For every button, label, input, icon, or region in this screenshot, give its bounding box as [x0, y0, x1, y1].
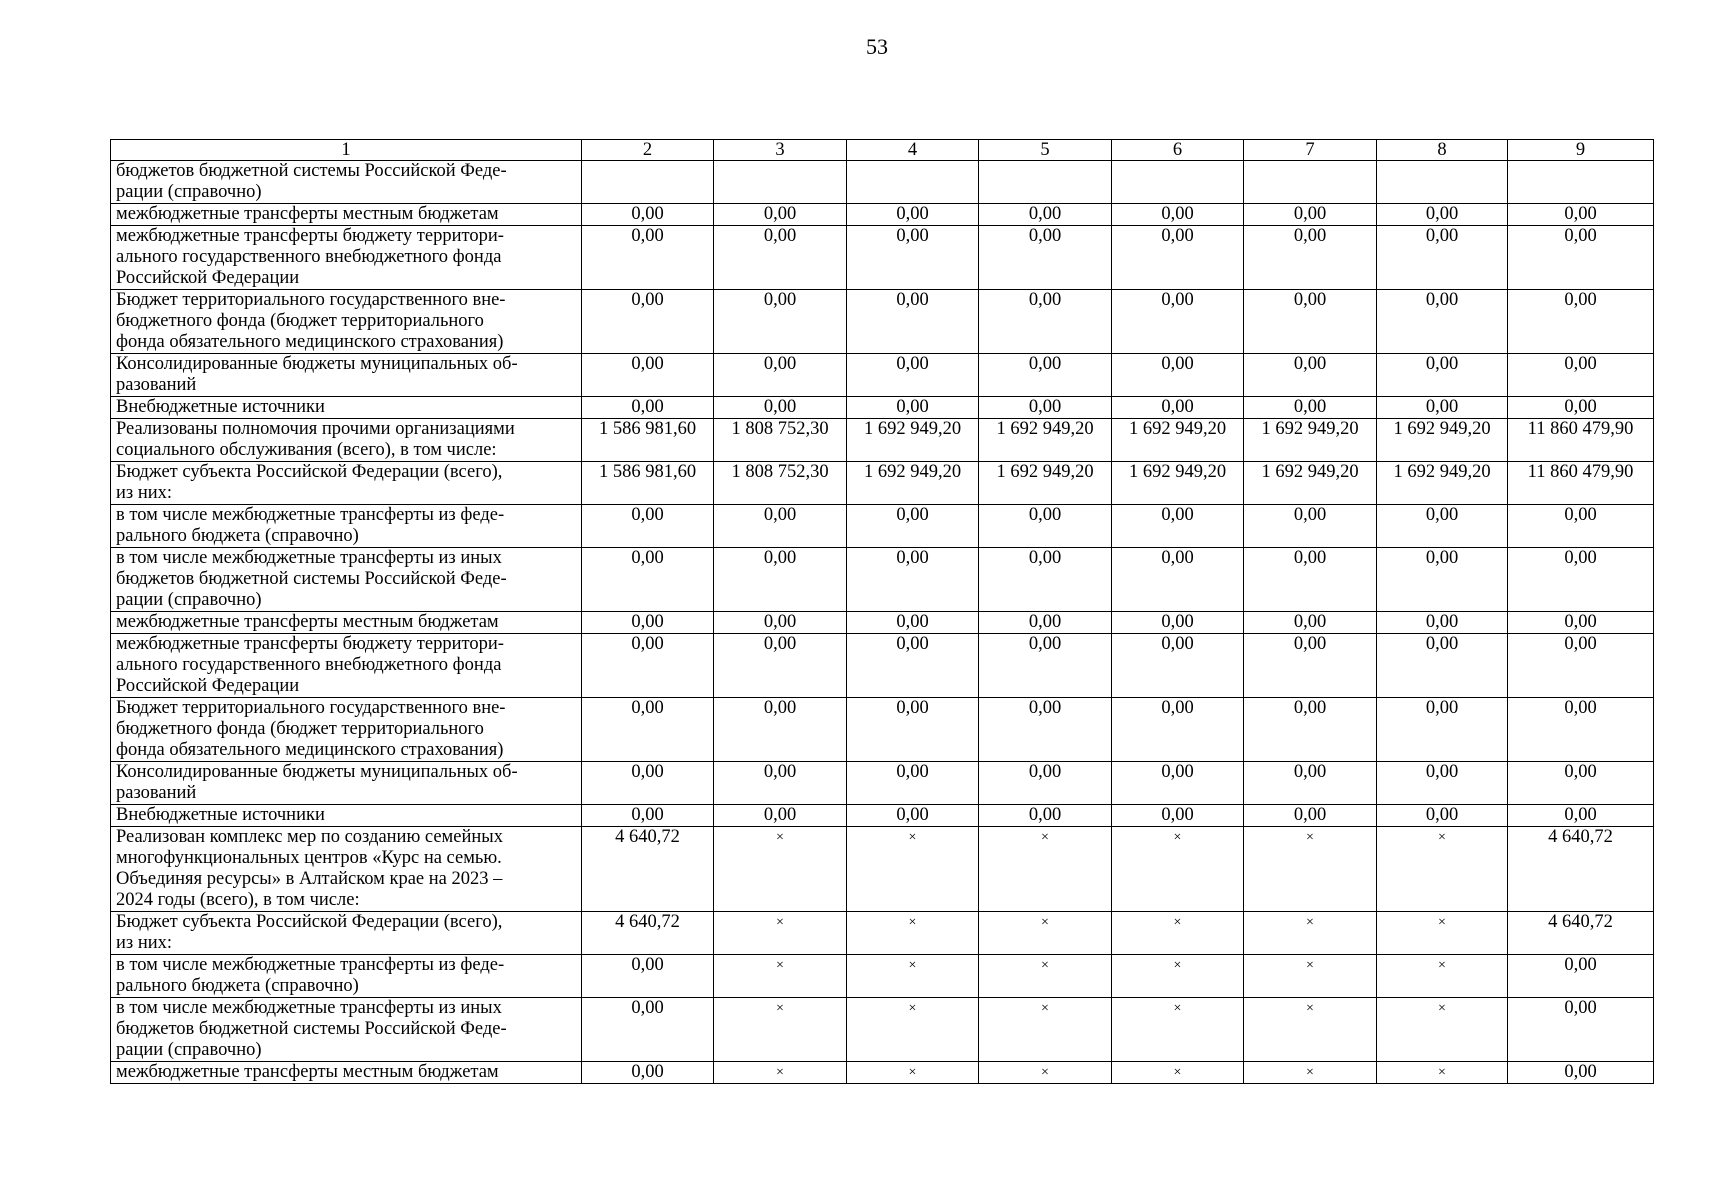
value-cell: ×: [1244, 827, 1377, 912]
value-cell: ×: [979, 1062, 1112, 1084]
row-label: Бюджет территориального государственного вне- бюджетного фонда (бюджет территориального фонда обязательного медицинского страхования): [111, 290, 582, 354]
value-cell: 0,00: [714, 354, 847, 397]
value-cell: 0,00: [1508, 805, 1654, 827]
value-cell: 0,00: [1112, 226, 1244, 290]
value-cell: 4 640,72: [1508, 912, 1654, 955]
row-label: Внебюджетные источники: [111, 805, 582, 827]
table-row: [111, 548, 1654, 612]
value-cell: 0,00: [979, 354, 1112, 397]
value-cell: ×: [1244, 1062, 1377, 1084]
value-cell: ×: [1377, 998, 1508, 1062]
row-label: межбюджетные трансферты бюджету территори- ального государственного внебюджетного фонда Российской Федерации: [111, 634, 582, 698]
row-label: Бюджет субъекта Российской Федерации (всего), из них:: [111, 462, 582, 505]
value-cell: 0,00: [1508, 290, 1654, 354]
value-cell: 0,00: [1508, 1062, 1654, 1084]
value-cell: 0,00: [714, 226, 847, 290]
value-cell: 0,00: [1112, 354, 1244, 397]
value-cell: 1 692 949,20: [1377, 462, 1508, 505]
value-cell: 0,00: [582, 505, 714, 548]
value-cell: 0,00: [582, 1062, 714, 1084]
value-cell: 0,00: [582, 805, 714, 827]
value-cell: 0,00: [1377, 354, 1508, 397]
value-cell: 11 860 479,90: [1508, 419, 1654, 462]
value-cell: 0,00: [979, 634, 1112, 698]
value-cell: 0,00: [1508, 612, 1654, 634]
row-label: Реализован комплекс мер по созданию семейных многофункциональных центров «Курс на семью. Объединяя ресурсы» в Алтайском крае на 2023 – 2024 годы (всего), в том числе:: [111, 827, 582, 912]
value-cell: ×: [714, 912, 847, 955]
value-cell: 1 692 949,20: [1112, 462, 1244, 505]
value-cell: 0,00: [847, 397, 979, 419]
value-cell: 0,00: [1377, 397, 1508, 419]
value-cell: 0,00: [979, 805, 1112, 827]
row-label: межбюджетные трансферты местным бюджетам: [111, 612, 582, 634]
row-label: в том числе межбюджетные трансферты из иных бюджетов бюджетной системы Российской Феде- рации (справочно): [111, 998, 582, 1062]
value-cell: ×: [1112, 827, 1244, 912]
value-cell: 4 640,72: [1508, 827, 1654, 912]
value-cell: 0,00: [847, 548, 979, 612]
value-cell: 0,00: [979, 762, 1112, 805]
value-cell: 0,00: [1508, 397, 1654, 419]
column-header-8: 8: [1377, 140, 1508, 161]
value-cell: [1112, 161, 1244, 204]
table-header: [111, 140, 1654, 161]
value-cell: 0,00: [1508, 354, 1654, 397]
value-cell: 11 860 479,90: [1508, 462, 1654, 505]
value-cell: ×: [714, 827, 847, 912]
value-cell: ×: [1112, 1062, 1244, 1084]
table-row: [111, 912, 1654, 955]
value-cell: 0,00: [1377, 505, 1508, 548]
value-cell: 0,00: [979, 548, 1112, 612]
value-cell: 0,00: [1244, 805, 1377, 827]
value-cell: 0,00: [1508, 762, 1654, 805]
value-cell: 0,00: [582, 698, 714, 762]
table-row: [111, 505, 1654, 548]
value-cell: 0,00: [1112, 698, 1244, 762]
value-cell: 0,00: [847, 805, 979, 827]
table-row: [111, 419, 1654, 462]
value-cell: 0,00: [847, 226, 979, 290]
table-row: [111, 612, 1654, 634]
value-cell: 0,00: [1377, 290, 1508, 354]
value-cell: 0,00: [847, 505, 979, 548]
value-cell: ×: [847, 955, 979, 998]
table-body: [111, 161, 1654, 1084]
value-cell: 0,00: [1112, 204, 1244, 226]
value-cell: [979, 161, 1112, 204]
value-cell: 0,00: [1508, 505, 1654, 548]
value-cell: 0,00: [582, 634, 714, 698]
value-cell: 0,00: [1508, 998, 1654, 1062]
value-cell: 0,00: [979, 226, 1112, 290]
value-cell: ×: [847, 912, 979, 955]
value-cell: [1244, 161, 1377, 204]
value-cell: 0,00: [1112, 290, 1244, 354]
row-label: межбюджетные трансферты местным бюджетам: [111, 204, 582, 226]
value-cell: ×: [979, 998, 1112, 1062]
value-cell: 0,00: [1508, 548, 1654, 612]
value-cell: 0,00: [714, 290, 847, 354]
value-cell: ×: [714, 1062, 847, 1084]
value-cell: 0,00: [847, 634, 979, 698]
table-row: [111, 805, 1654, 827]
value-cell: 1 692 949,20: [1377, 419, 1508, 462]
value-cell: 0,00: [1508, 226, 1654, 290]
table-row: [111, 827, 1654, 912]
header-row: [111, 140, 1654, 161]
value-cell: 0,00: [1508, 634, 1654, 698]
value-cell: 1 586 981,60: [582, 419, 714, 462]
value-cell: 0,00: [582, 290, 714, 354]
value-cell: 0,00: [1377, 612, 1508, 634]
value-cell: 1 692 949,20: [979, 419, 1112, 462]
table-row: [111, 397, 1654, 419]
value-cell: 4 640,72: [582, 827, 714, 912]
table-row: [111, 290, 1654, 354]
table-row: [111, 762, 1654, 805]
column-header-5: 5: [979, 140, 1112, 161]
value-cell: ×: [979, 827, 1112, 912]
value-cell: 0,00: [1244, 290, 1377, 354]
row-label: Консолидированные бюджеты муниципальных об- разований: [111, 354, 582, 397]
value-cell: 0,00: [1508, 955, 1654, 998]
value-cell: 0,00: [1244, 226, 1377, 290]
value-cell: 0,00: [1112, 612, 1244, 634]
row-label: бюджетов бюджетной системы Российской Феде- рации (справочно): [111, 161, 582, 204]
value-cell: ×: [1244, 998, 1377, 1062]
value-cell: 0,00: [1112, 805, 1244, 827]
value-cell: 0,00: [1244, 612, 1377, 634]
table-row: [111, 1062, 1654, 1084]
value-cell: 0,00: [582, 998, 714, 1062]
value-cell: 1 808 752,30: [714, 419, 847, 462]
column-header-9: 9: [1508, 140, 1654, 161]
column-header-1: 1: [111, 140, 582, 161]
value-cell: 0,00: [979, 204, 1112, 226]
value-cell: 0,00: [582, 955, 714, 998]
row-label: Внебюджетные источники: [111, 397, 582, 419]
value-cell: 0,00: [847, 762, 979, 805]
value-cell: 1 692 949,20: [847, 462, 979, 505]
column-header-2: 2: [582, 140, 714, 161]
table-row: [111, 226, 1654, 290]
table-row: [111, 698, 1654, 762]
value-cell: ×: [1244, 912, 1377, 955]
row-label: Бюджет территориального государственного вне- бюджетного фонда (бюджет территориального фонда обязательного медицинского страхования): [111, 698, 582, 762]
value-cell: [714, 161, 847, 204]
value-cell: 0,00: [979, 612, 1112, 634]
value-cell: ×: [714, 955, 847, 998]
table-row: [111, 462, 1654, 505]
column-header-4: 4: [847, 140, 979, 161]
value-cell: ×: [1112, 955, 1244, 998]
value-cell: ×: [1377, 827, 1508, 912]
value-cell: ×: [979, 912, 1112, 955]
value-cell: 0,00: [1244, 634, 1377, 698]
value-cell: 1 808 752,30: [714, 462, 847, 505]
value-cell: 0,00: [582, 226, 714, 290]
value-cell: 0,00: [714, 397, 847, 419]
value-cell: [847, 161, 979, 204]
budget-table: [110, 139, 1654, 1084]
value-cell: ×: [1377, 1062, 1508, 1084]
value-cell: ×: [847, 827, 979, 912]
table-row: [111, 634, 1654, 698]
value-cell: ×: [979, 955, 1112, 998]
value-cell: 1 692 949,20: [979, 462, 1112, 505]
row-label: Реализованы полномочия прочими организациями социального обслуживания (всего), в том числе:: [111, 419, 582, 462]
table-row: [111, 204, 1654, 226]
value-cell: 0,00: [1244, 397, 1377, 419]
value-cell: 0,00: [1244, 204, 1377, 226]
value-cell: 0,00: [714, 762, 847, 805]
row-label: Бюджет субъекта Российской Федерации (всего), из них:: [111, 912, 582, 955]
value-cell: ×: [847, 1062, 979, 1084]
value-cell: ×: [1244, 955, 1377, 998]
value-cell: 0,00: [714, 548, 847, 612]
value-cell: 0,00: [714, 204, 847, 226]
value-cell: 0,00: [979, 397, 1112, 419]
value-cell: ×: [1112, 912, 1244, 955]
value-cell: 1 692 949,20: [1244, 419, 1377, 462]
value-cell: 0,00: [1244, 548, 1377, 612]
value-cell: ×: [714, 998, 847, 1062]
row-label: в том числе межбюджетные трансферты из иных бюджетов бюджетной системы Российской Феде- рации (справочно): [111, 548, 582, 612]
value-cell: 0,00: [1377, 805, 1508, 827]
value-cell: 0,00: [1112, 762, 1244, 805]
value-cell: ×: [1112, 998, 1244, 1062]
table-row: [111, 955, 1654, 998]
value-cell: 0,00: [979, 698, 1112, 762]
value-cell: 0,00: [714, 612, 847, 634]
value-cell: 0,00: [582, 548, 714, 612]
column-header-6: 6: [1112, 140, 1244, 161]
value-cell: 0,00: [1244, 698, 1377, 762]
value-cell: 0,00: [1508, 698, 1654, 762]
value-cell: 0,00: [1377, 634, 1508, 698]
value-cell: 0,00: [1244, 762, 1377, 805]
value-cell: 0,00: [1112, 634, 1244, 698]
row-label: Консолидированные бюджеты муниципальных об- разований: [111, 762, 582, 805]
value-cell: 0,00: [582, 397, 714, 419]
row-label: в том числе межбюджетные трансферты из феде- рального бюджета (справочно): [111, 505, 582, 548]
value-cell: 0,00: [1112, 397, 1244, 419]
value-cell: 0,00: [1377, 762, 1508, 805]
value-cell: 0,00: [714, 634, 847, 698]
value-cell: 0,00: [714, 805, 847, 827]
value-cell: 1 692 949,20: [1112, 419, 1244, 462]
value-cell: [1377, 161, 1508, 204]
value-cell: 0,00: [1377, 698, 1508, 762]
value-cell: 0,00: [582, 612, 714, 634]
value-cell: 0,00: [1508, 204, 1654, 226]
value-cell: 0,00: [847, 612, 979, 634]
table-row: [111, 161, 1654, 204]
value-cell: 0,00: [582, 354, 714, 397]
value-cell: 0,00: [979, 290, 1112, 354]
value-cell: ×: [1377, 955, 1508, 998]
value-cell: 0,00: [714, 505, 847, 548]
value-cell: 4 640,72: [582, 912, 714, 955]
value-cell: 0,00: [1377, 226, 1508, 290]
column-header-3: 3: [714, 140, 847, 161]
value-cell: 1 692 949,20: [1244, 462, 1377, 505]
table-row: [111, 354, 1654, 397]
value-cell: 0,00: [1377, 548, 1508, 612]
column-header-7: 7: [1244, 140, 1377, 161]
value-cell: 0,00: [1244, 354, 1377, 397]
value-cell: 0,00: [847, 698, 979, 762]
value-cell: ×: [1377, 912, 1508, 955]
value-cell: ×: [847, 998, 979, 1062]
value-cell: 0,00: [1244, 505, 1377, 548]
value-cell: 0,00: [979, 505, 1112, 548]
value-cell: 0,00: [1112, 505, 1244, 548]
value-cell: 0,00: [847, 204, 979, 226]
row-label: в том числе межбюджетные трансферты из феде- рального бюджета (справочно): [111, 955, 582, 998]
page-number: 53: [866, 34, 888, 59]
value-cell: 0,00: [1377, 204, 1508, 226]
value-cell: 1 692 949,20: [847, 419, 979, 462]
value-cell: 0,00: [847, 290, 979, 354]
value-cell: 0,00: [847, 354, 979, 397]
row-label: межбюджетные трансферты местным бюджетам: [111, 1062, 582, 1084]
value-cell: 0,00: [582, 762, 714, 805]
value-cell: 0,00: [1112, 548, 1244, 612]
row-label: межбюджетные трансферты бюджету территори- ального государственного внебюджетного фонда Российской Федерации: [111, 226, 582, 290]
value-cell: [582, 161, 714, 204]
value-cell: 0,00: [582, 204, 714, 226]
value-cell: [1508, 161, 1654, 204]
value-cell: 1 586 981,60: [582, 462, 714, 505]
value-cell: 0,00: [714, 698, 847, 762]
table-row: [111, 998, 1654, 1062]
